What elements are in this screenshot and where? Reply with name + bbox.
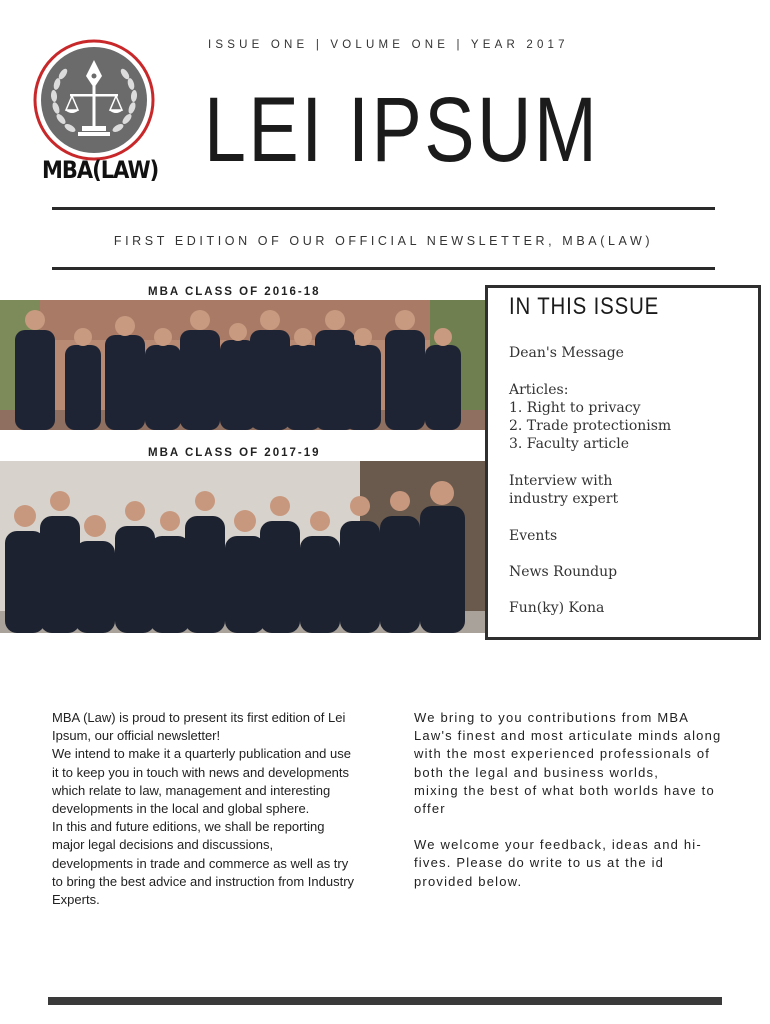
toc-funky-kona: Fun(ky) Kona — [509, 600, 605, 616]
toc-article-1: 1. Right to privacy — [509, 400, 641, 416]
intro-paragraph-2: We intend to make it a quarterly publication and use it to keep you in touch with news and developments which relate to law, management and interesting developments in the local and global sphere. — [52, 746, 351, 817]
class-2016-caption: MBA CLASS OF 2016-18 — [148, 286, 321, 298]
intro-paragraph-3: In this and future editions, we shall be reporting major legal decisions and discussions, developments in trade and commerce as well as try to bring the best advice and instruction from Industry Experts. — [52, 819, 355, 908]
in-this-issue-box — [485, 285, 761, 640]
toc-interview-line-1: Interview with — [509, 473, 613, 489]
mba-law-logo — [32, 38, 156, 162]
intro-column-right — [414, 709, 724, 891]
toc-events: Events — [509, 528, 558, 544]
toc-interview-line-2: industry expert — [509, 491, 619, 507]
scales-of-justice-icon — [32, 38, 156, 162]
top-divider — [52, 207, 715, 210]
in-this-issue-heading: IN THIS ISSUE — [509, 293, 660, 320]
newsletter-title: LEI IPSUM — [204, 79, 600, 181]
toc-news-roundup: News Roundup — [509, 564, 618, 580]
intro-column-left — [52, 709, 357, 909]
class-2017-caption: MBA CLASS OF 2017-19 — [148, 447, 321, 459]
toc-article-2: 2. Trade protectionism — [509, 418, 672, 434]
toc-deans-message: Dean's Message — [509, 345, 624, 361]
contributions-paragraph: We bring to you contributions from MBA Law's finest and most articulate minds along with the most experienced professionals of both the legal and business worlds, — [414, 710, 722, 780]
subtitle-divider — [52, 267, 715, 270]
mixing-paragraph: mixing the best of what both worlds have to offer — [414, 782, 715, 817]
toc-article-3: 3. Faculty article — [509, 436, 629, 452]
footer-bar — [48, 997, 722, 1005]
class-2017-photo — [0, 461, 485, 633]
feedback-paragraph: We welcome your feedback, ideas and hi-fives. Please do write to us at the id provided below. — [414, 837, 702, 889]
intro-paragraph-1: MBA (Law) is proud to present its first edition of Lei Ipsum, our official newsletter! — [52, 710, 346, 744]
newsletter-subtitle: FIRST EDITION OF OUR OFFICIAL NEWSLETTER, MBA(LAW) — [113, 234, 654, 248]
issue-volume-year: ISSUE ONE | VOLUME ONE | YEAR 2017 — [208, 39, 569, 51]
class-2016-photo — [0, 300, 485, 430]
toc-articles-label: Articles: — [509, 382, 569, 398]
logo-text: MBA(LAW) — [42, 156, 159, 184]
